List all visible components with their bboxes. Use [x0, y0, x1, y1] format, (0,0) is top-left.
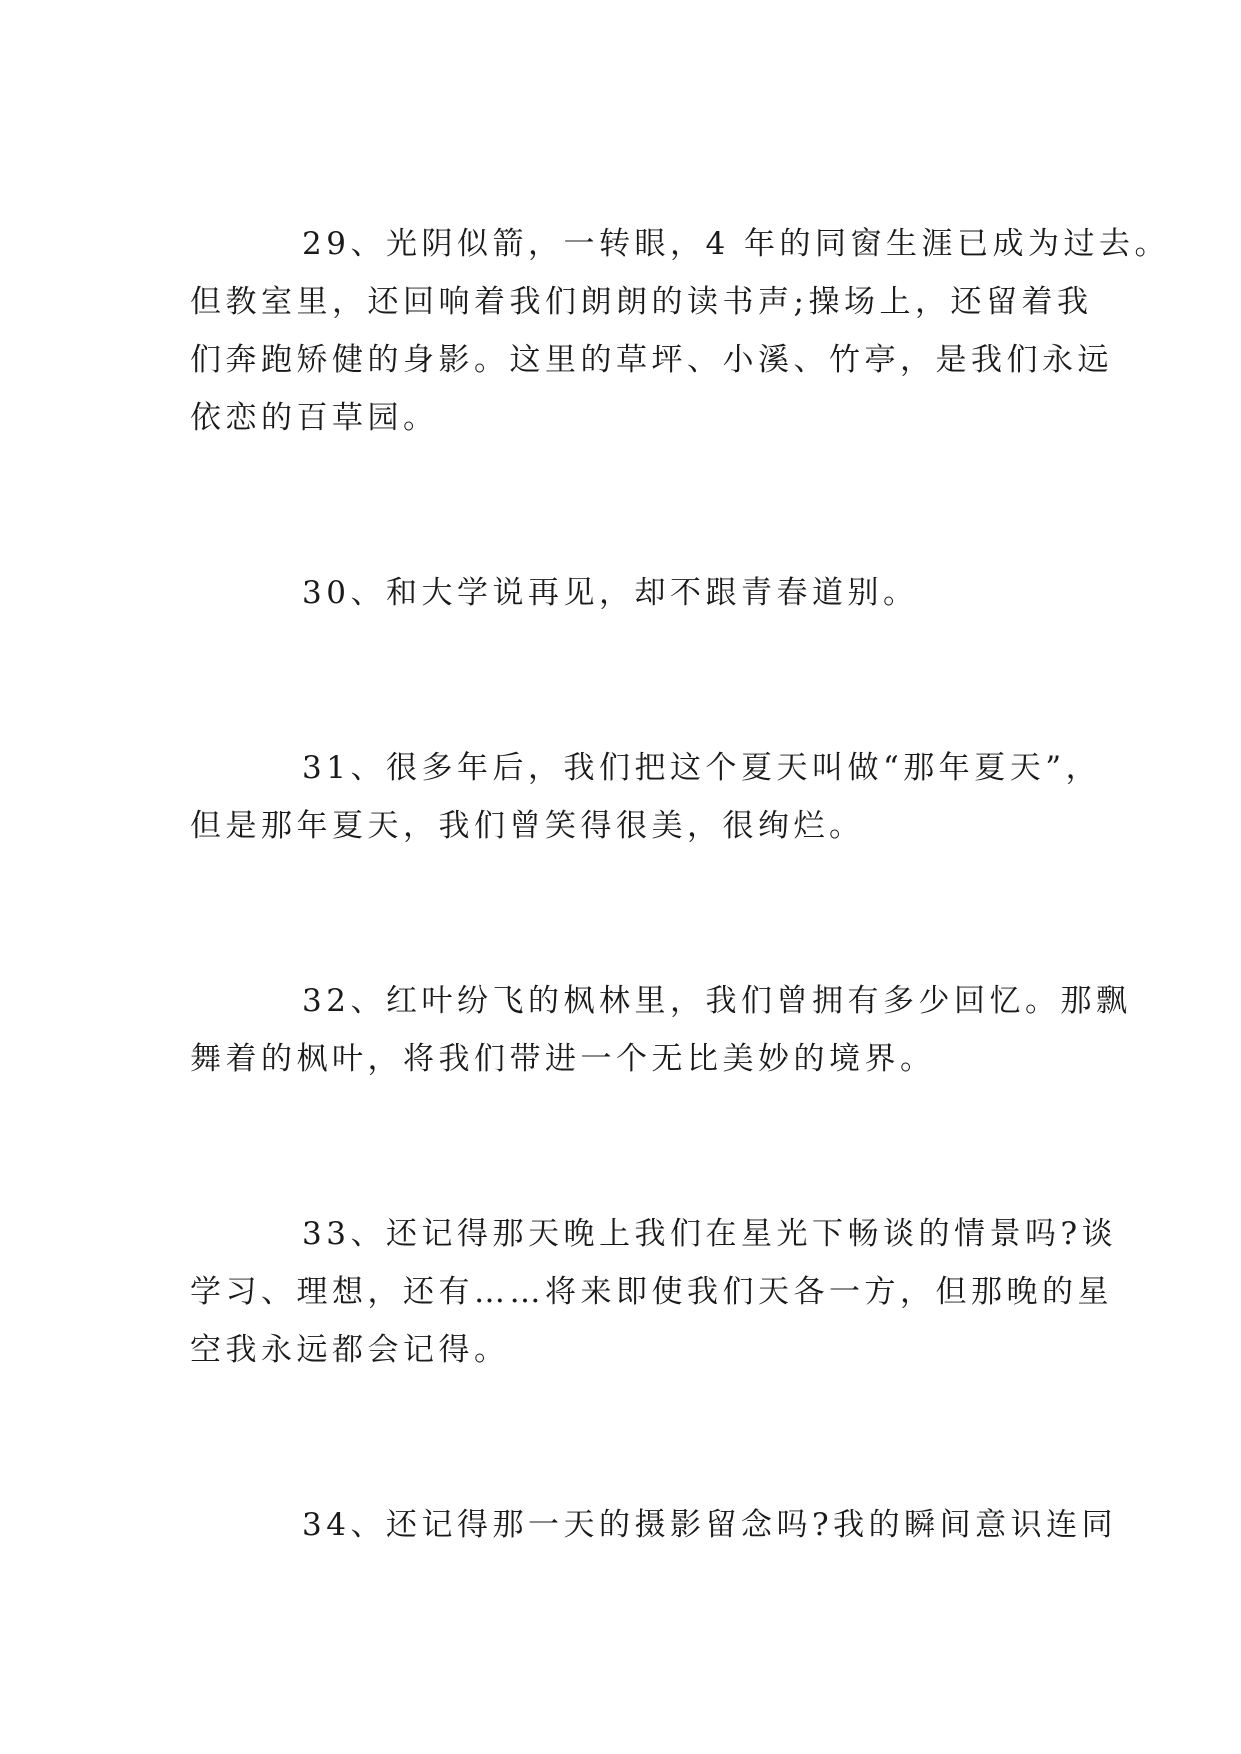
paragraph-line: 34、还记得那一天的摄影留念吗?我的瞬间意识连同: [302, 1507, 1118, 1543]
paragraph-line: 舞着的枫叶，将我们带进一个无比美妙的境界。: [190, 1041, 936, 1077]
paragraph-line: 32、红叶纷飞的枫林里，我们曾拥有多少回忆。那飘: [302, 983, 1132, 1019]
paragraph-line: 们奔跑矫健的身影。这里的草坪、小溪、竹亭，是我们永远: [190, 342, 1113, 378]
paragraph-line: 30、和大学说再见，却不跟青春道别。: [302, 575, 919, 611]
paragraph-line: 空我永远都会记得。: [190, 1332, 510, 1368]
paragraph-line: 学习、理想，还有……将来即使我们天各一方，但那晚的星: [190, 1274, 1113, 1310]
paragraph-line: 29、光阴似箭，一转眼，4 年的同窗生涯已成为过去。: [302, 226, 1171, 262]
paragraph-line: 但教室里，还回响着我们朗朗的读书声;操场上，还留着我: [190, 284, 1093, 320]
paragraph-line: 依恋的百草园。: [190, 400, 439, 436]
paragraph-line: 33、还记得那天晚上我们在星光下畅谈的情景吗?谈: [302, 1216, 1118, 1252]
paragraph-line: 但是那年夏天，我们曾笑得很美，很绚烂。: [190, 808, 865, 844]
paragraph-line: 31、很多年后，我们把这个夏天叫做“那年夏天”，: [302, 750, 1102, 786]
